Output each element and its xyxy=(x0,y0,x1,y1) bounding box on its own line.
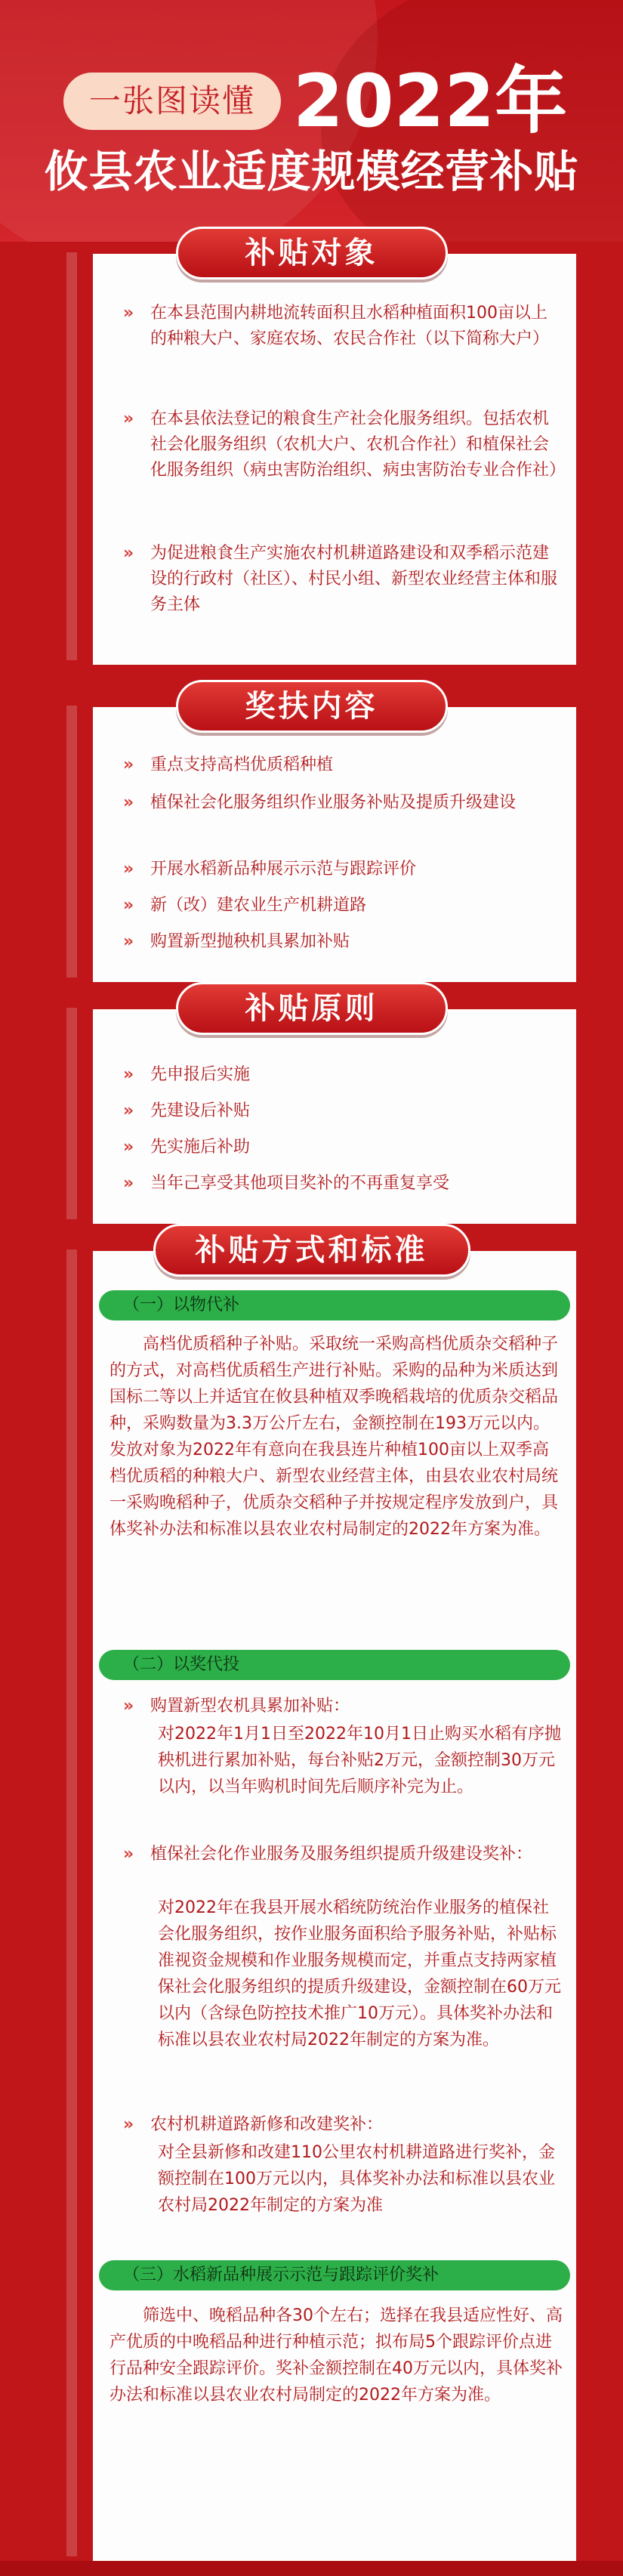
list-item-body: 对2022年1月1日至2022年10月1日止购买水稻有序抛秧机进行累加补贴，每台补贴2万元，金额控制30万元以内，以当年购机时间先后顺序补完为止。 xyxy=(158,1725,561,1796)
header-year: 2022年 xyxy=(293,59,568,144)
list-item: » 植保社会化作业服务及服务组织提质升级建设奖补： xyxy=(123,1842,561,1867)
double-chevron-icon: » xyxy=(123,755,134,774)
double-chevron-icon: » xyxy=(123,932,134,951)
paragraph: 筛选中、晚稻品种各30个左右；选择在我县适应性好、高产优质的中晚稻品种进行种植示范；拟布局5个跟踪评价点进行品种安全跟踪评价。奖补金额控制在40万元以内，具体奖补办法和标准以县农业农村局制定的2022年方案为准。 xyxy=(109,2306,563,2405)
decorative-rail xyxy=(66,1008,77,1219)
double-chevron-icon: » xyxy=(123,304,134,323)
section-card xyxy=(93,707,576,982)
section-title: 补贴方式和标准 xyxy=(153,1224,470,1277)
list-item: » 重点支持高档优质稻种植 xyxy=(123,752,561,778)
section-card xyxy=(93,1251,576,2561)
list-item: » 先申报后实施 xyxy=(123,1062,561,1088)
list-item: » 在本县依法登记的粮食生产社会化服务组织。包括农机社会化服务组织（农机大户、农机合作社）和植保社会化服务组织（病虫害防治组织、病虫害防治专业合作社） xyxy=(123,406,561,483)
subsection-label: （二）以奖代投 xyxy=(99,1650,570,1680)
double-chevron-icon: » xyxy=(123,544,134,563)
list-item: » 新（改）建农业生产机耕道路 xyxy=(123,893,561,919)
decorative-rail xyxy=(66,706,77,978)
section-support-content xyxy=(21,680,602,982)
subsection-label: （一）以物代补 xyxy=(99,1290,570,1320)
double-chevron-icon: » xyxy=(123,1845,134,1864)
double-chevron-icon: » xyxy=(123,896,134,915)
list-item: » 当年己享受其他项目奖补的不再重复享受 xyxy=(123,1171,561,1197)
paragraph: 高档优质稻种子补贴。采取统一采购高档优质杂交稻种子的方式，对高档优质稻生产进行补贴。采购的品种为米质达到国标二等以上并适宜在攸县种植双季晚稻栽培的优质杂交稻品种，采购数量为3.3万公斤左右，金额控制在193万元以内。发放对象为2022年有意向在我县连片种植100亩以上双季高档优质稻的种粮大户、新型农业经营主体，由县农业农村局统一采购晚稻种子，优质杂交稻种子并按规定程序发放到户，具体奖补办法和标准以县农业农村局制定的2022年方案为准。 xyxy=(109,1335,559,1539)
section-card xyxy=(93,1009,576,1224)
section-subsidy-targets xyxy=(21,227,602,665)
double-chevron-icon: » xyxy=(123,1101,134,1120)
list-item: » 植保社会化服务组织作业服务补贴及提质升级建设 xyxy=(123,790,561,816)
list-item: » 先建设后补贴 xyxy=(123,1098,561,1124)
list-item: » 购置新型农机具累加补贴： xyxy=(123,1694,561,1719)
list-item-body: 对全县新修和改建110公里农村机耕道路进行奖补，金额控制在100万元以内，具体奖补办法和标准以县农业农村局2022年制定的方案为准 xyxy=(158,2143,555,2215)
decorative-rail xyxy=(66,252,77,660)
double-chevron-icon: » xyxy=(123,1065,134,1084)
section-subsidy-principles xyxy=(21,982,602,1224)
list-item: » 农村机耕道路新修和改建奖补： xyxy=(123,2112,561,2138)
double-chevron-icon: » xyxy=(123,1174,134,1193)
double-chevron-icon: » xyxy=(123,409,134,428)
double-chevron-icon: » xyxy=(123,2115,134,2134)
list-item-body: 对2022年在我县开展水稻统防统治作业服务的植保社会化服务组织，按作业服务面积给予服务补贴，补贴标准视资金规模和作业服务规模而定，并重点支持两家植保社会化服务组织的提质升级建设，金额控制在60万元以内（含绿色防控技术推广10万元）。具体奖补办法和标准以县农业农村局2022年制定的方案为准。 xyxy=(158,1898,561,2049)
footer-band xyxy=(0,2561,623,2576)
section-title: 奖扶内容 xyxy=(176,680,448,733)
header-pill-label: 一张图读懂 xyxy=(63,73,281,130)
list-item: » 为促进粮食生产实施农村机耕道路建设和双季稻示范建设的行政村（社区）、村民小组、新型农业经营主体和服务主体 xyxy=(123,541,561,618)
list-item: » 先实施后补助 xyxy=(123,1135,561,1160)
subsection-label: （三）水稻新品种展示示范与跟踪评价奖补 xyxy=(99,2260,570,2290)
double-chevron-icon: » xyxy=(123,860,134,879)
list-item: » 购置新型抛秧机具累加补贴 xyxy=(123,929,561,955)
section-subsidy-methods xyxy=(21,1224,602,2561)
double-chevron-icon: » xyxy=(123,1138,134,1157)
page-title: 攸县农业适度规模经营补贴 xyxy=(44,146,579,197)
section-title: 补贴原则 xyxy=(176,982,448,1035)
decorative-rail xyxy=(66,1249,77,2556)
list-item: » 开展水稻新品种展示示范与跟踪评价 xyxy=(123,857,561,882)
double-chevron-icon: » xyxy=(123,793,134,812)
double-chevron-icon: » xyxy=(123,1697,134,1716)
section-card xyxy=(93,254,576,665)
header-banner xyxy=(0,0,623,242)
list-item: » 在本县范围内耕地流转面积且水稻种植面积100亩以上的种粮大户、家庭农场、农民合作社（以下简称大户） xyxy=(123,301,561,352)
section-title: 补贴对象 xyxy=(176,227,448,280)
